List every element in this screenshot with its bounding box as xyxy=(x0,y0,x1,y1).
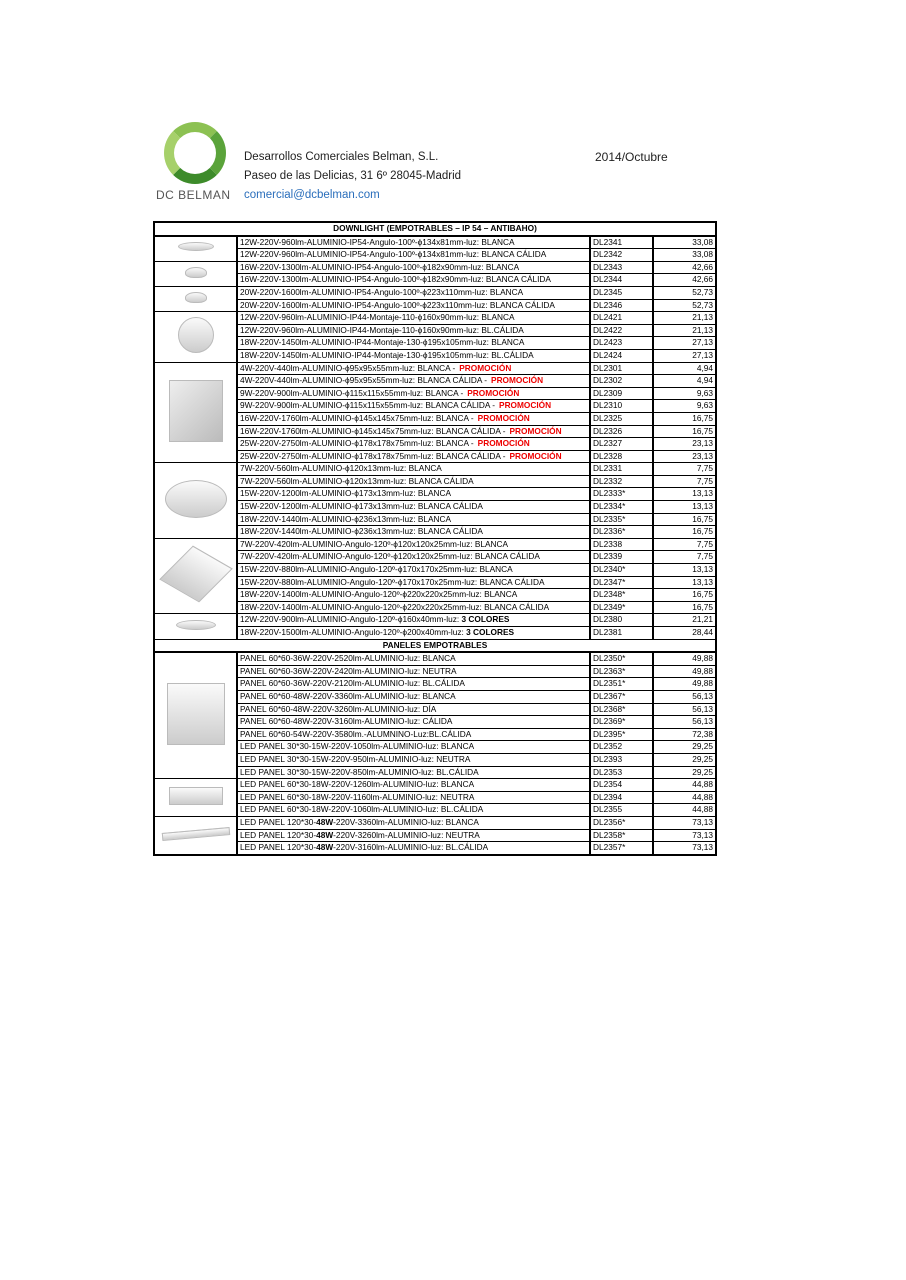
product-price: 56,13 xyxy=(653,703,716,716)
table-row xyxy=(154,627,716,640)
table-row xyxy=(154,526,716,539)
product-code: DL2351* xyxy=(590,678,653,691)
description-text: 9W-220V-900lm-ALUMINIO-ϕ115x115x55mm-luz: BLANCA - xyxy=(240,387,464,398)
table-row xyxy=(154,236,716,249)
table-row xyxy=(154,601,716,614)
product-code: DL2394 xyxy=(590,791,653,804)
product-description xyxy=(237,475,590,488)
product-code: DL2367* xyxy=(590,690,653,703)
product-code: DL2333* xyxy=(590,488,653,501)
description-bold: 48W xyxy=(316,816,334,827)
logo-brand: DC BELMAN xyxy=(156,188,231,202)
table-row xyxy=(154,387,716,400)
product-image-cell xyxy=(154,614,237,639)
product-description xyxy=(237,791,590,804)
product-price: 29,25 xyxy=(653,753,716,766)
table-row xyxy=(154,829,716,842)
description-text: LED PANEL 120*30- xyxy=(240,829,317,840)
product-price: 13,13 xyxy=(653,564,716,577)
rect-led-panel-image xyxy=(169,787,223,805)
product-price: 4,94 xyxy=(653,362,716,375)
product-code: DL2346 xyxy=(590,299,653,312)
product-description xyxy=(237,766,590,779)
section-title: DOWNLIGHT (EMPOTRABLES – IP 54 – ANTIBAHO) xyxy=(154,222,716,236)
table-row xyxy=(154,412,716,425)
product-description xyxy=(237,816,590,829)
product-description xyxy=(237,829,590,842)
table-row xyxy=(154,513,716,526)
description-text: 18W-220V-1400lm-ALUMINIO-Angulo-120º-ϕ220x220x25mm-luz: BLANCA xyxy=(240,589,518,600)
product-price: 16,75 xyxy=(653,513,716,526)
table-row xyxy=(154,349,716,362)
product-description xyxy=(237,324,590,337)
table-row xyxy=(154,463,716,476)
description-suffix: -220V-3160lm-ALUMINIO-luz: BL.CÁLIDA xyxy=(333,842,489,853)
product-price: 72,38 xyxy=(653,728,716,741)
product-price: 13,13 xyxy=(653,488,716,501)
description-text: 25W-220V-2750lm-ALUMINIO-ϕ178x178x75mm-luz: BLANCA CÁLIDA - xyxy=(240,450,506,461)
product-image-cell xyxy=(154,236,237,262)
section-header-row xyxy=(154,639,716,652)
company-logo xyxy=(156,120,236,206)
round-panel-image xyxy=(165,480,227,518)
product-code: DL2335* xyxy=(590,513,653,526)
recycle-arrows-icon xyxy=(164,122,226,184)
square-panel-image xyxy=(159,546,233,603)
section-title: PANELES EMPOTRABLES xyxy=(154,639,716,652)
description-bold: 3 COLORES xyxy=(466,627,515,637)
product-description xyxy=(237,690,590,703)
description-text: 7W-220V-420lm-ALUMINIO-Angulo-120º-ϕ120x120x25mm-luz: BLANCA xyxy=(240,538,509,549)
description-text: LED PANEL 120*30- xyxy=(240,816,317,827)
description-text: 12W-220V-960lm-ALUMINIO-IP44-Montaje-110-ϕ160x90mm-luz: BL.CÁLIDA xyxy=(240,324,524,335)
promo-label: PROMOCIÓN xyxy=(499,400,552,411)
product-description xyxy=(237,425,590,438)
product-description xyxy=(237,804,590,817)
product-image-cell xyxy=(154,286,237,311)
product-description xyxy=(237,312,590,325)
table-row xyxy=(154,779,716,792)
product-price: 16,75 xyxy=(653,425,716,438)
table-row xyxy=(154,665,716,678)
description-text: 7W-220V-560lm-ALUMINIO-ϕ120x13mm-luz: BLANCA xyxy=(240,463,442,474)
product-code: DL2363* xyxy=(590,665,653,678)
description-text: PANEL 60*60-48W-220V-3160lm-ALUMINIO-luz: CÁLIDA xyxy=(240,716,453,727)
product-description xyxy=(237,741,590,754)
description-suffix: -220V-3360lm-ALUMINIO-luz: BLANCA xyxy=(333,816,479,827)
product-price: 33,08 xyxy=(653,236,716,249)
table-row xyxy=(154,324,716,337)
product-description xyxy=(237,286,590,299)
product-description xyxy=(237,526,590,539)
description-text: 7W-220V-420lm-ALUMINIO-Angulo-120º-ϕ120x120x25mm-luz: BLANCA CÁLIDA xyxy=(240,551,540,562)
product-price: 73,13 xyxy=(653,816,716,829)
product-code: DL2421 xyxy=(590,312,653,325)
table-row xyxy=(154,716,716,729)
description-text: PANEL 60*60-48W-220V-3260lm-ALUMINIO-luz: DÍA xyxy=(240,703,437,714)
product-price: 29,25 xyxy=(653,741,716,754)
promo-label: PROMOCIÓN xyxy=(477,438,530,449)
description-bold: 3 COLORES xyxy=(461,614,510,625)
product-image-cell xyxy=(154,312,237,362)
table-row xyxy=(154,375,716,388)
product-code: DL2345 xyxy=(590,286,653,299)
product-description xyxy=(237,249,590,262)
product-image-cell xyxy=(154,779,237,817)
product-code: DL2423 xyxy=(590,337,653,350)
product-price: 13,13 xyxy=(653,576,716,589)
product-code: DL2358* xyxy=(590,829,653,842)
description-text: 12W-220V-900lm-ALUMINIO-Angulo-120º-ϕ160x40mm-luz: xyxy=(240,614,460,625)
description-text: 16W-220V-1760lm-ALUMINIO-ϕ145x145x75mm-luz: BLANCA CÁLIDA - xyxy=(240,425,506,436)
table-row xyxy=(154,816,716,829)
table-row xyxy=(154,425,716,438)
round-downlight-image xyxy=(178,242,214,251)
product-code: DL2344 xyxy=(590,274,653,287)
description-text: 18W-220V-1450lm-ALUMINIO-IP44-Montaje-130-ϕ195x105mm-luz: BLANCA xyxy=(240,337,525,348)
table-row xyxy=(154,741,716,754)
table-row xyxy=(154,842,716,855)
product-description xyxy=(237,438,590,451)
table-row xyxy=(154,299,716,312)
table-row xyxy=(154,766,716,779)
promo-label: PROMOCIÓN xyxy=(509,425,562,436)
product-image-cell xyxy=(154,816,237,854)
product-code: DL2339 xyxy=(590,551,653,564)
product-code: DL2349* xyxy=(590,601,653,614)
product-price: 42,66 xyxy=(653,261,716,274)
long-led-panel-image xyxy=(161,827,229,841)
product-price: 16,75 xyxy=(653,601,716,614)
product-description xyxy=(237,842,590,855)
table-row xyxy=(154,450,716,463)
table-row xyxy=(154,261,716,274)
table-row xyxy=(154,312,716,325)
product-code: DL2301 xyxy=(590,362,653,375)
product-description xyxy=(237,375,590,388)
table-row xyxy=(154,791,716,804)
product-code: DL2348* xyxy=(590,589,653,602)
product-price: 73,13 xyxy=(653,829,716,842)
company-email[interactable]: comercial@dcbelman.com xyxy=(244,189,380,201)
company-name: Desarrollos Comerciales Belman, S.L. xyxy=(244,151,439,163)
product-price: 21,13 xyxy=(653,312,716,325)
promo-label: PROMOCIÓN xyxy=(467,387,520,398)
promo-label: PROMOCIÓN xyxy=(477,412,530,423)
product-price: 56,13 xyxy=(653,716,716,729)
description-text: 12W-220V-960lm-ALUMINIO-IP44-Montaje-110-ϕ160x90mm-luz: BLANCA xyxy=(240,312,515,323)
product-description xyxy=(237,601,590,614)
product-code: DL2357* xyxy=(590,842,653,855)
product-code: DL2343 xyxy=(590,261,653,274)
promo-label: PROMOCIÓN xyxy=(509,450,562,461)
description-text: 12W-220V-960lm-ALUMINIO-IP54-Angulo-100º-ϕ134x81mm-luz: BLANCA xyxy=(240,236,515,247)
product-code: DL2302 xyxy=(590,375,653,388)
price-table xyxy=(153,221,717,856)
angled-downlight-image xyxy=(185,292,207,303)
product-description xyxy=(237,387,590,400)
promo-label: PROMOCIÓN xyxy=(491,375,544,386)
product-description xyxy=(237,589,590,602)
product-description xyxy=(237,450,590,463)
product-code: DL2310 xyxy=(590,400,653,413)
description-text: 16W-220V-1300lm-ALUMINIO-IP54-Angulo-100º-ϕ182x90mm-luz: BLANCA xyxy=(240,261,520,272)
product-code: DL2340* xyxy=(590,564,653,577)
product-price: 56,13 xyxy=(653,690,716,703)
product-description xyxy=(237,412,590,425)
product-code: DL2331 xyxy=(590,463,653,476)
product-price: 52,73 xyxy=(653,299,716,312)
product-image-cell xyxy=(154,362,237,463)
description-text: 18W-220V-1500lm-ALUMINIO-Angulo-120º-ϕ200x40mm-luz: xyxy=(240,627,464,637)
product-price: 42,66 xyxy=(653,274,716,287)
product-description xyxy=(237,274,590,287)
product-price: 16,75 xyxy=(653,412,716,425)
product-price: 7,75 xyxy=(653,538,716,551)
product-image-cell xyxy=(154,538,237,614)
product-code: DL2393 xyxy=(590,753,653,766)
product-code: DL2355 xyxy=(590,804,653,817)
table-row xyxy=(154,501,716,514)
product-code: DL2336* xyxy=(590,526,653,539)
table-row xyxy=(154,337,716,350)
description-text: 12W-220V-960lm-ALUMINIO-IP54-Angulo-100º-ϕ134x81mm-luz: BLANCA CÁLIDA xyxy=(240,249,547,260)
product-price: 29,25 xyxy=(653,766,716,779)
table-row xyxy=(154,475,716,488)
table-row xyxy=(154,678,716,691)
description-text: LED PANEL 60*30-18W-220V-1160lm-ALUMINIO-luz: NEUTRA xyxy=(240,791,475,802)
product-price: 23,13 xyxy=(653,450,716,463)
product-code: DL2354 xyxy=(590,779,653,792)
company-address: Paseo de las Delicias, 31 6º 28045-Madrid xyxy=(244,170,462,182)
description-text: 9W-220V-900lm-ALUMINIO-ϕ115x115x55mm-luz: BLANCA CÁLIDA - xyxy=(240,400,496,411)
description-text: 7W-220V-560lm-ALUMINIO-ϕ120x13mm-luz: BLANCA CÁLIDA xyxy=(240,475,474,486)
product-image-cell xyxy=(154,463,237,539)
table-row xyxy=(154,614,716,627)
product-price: 21,13 xyxy=(653,324,716,337)
product-price: 13,13 xyxy=(653,501,716,514)
product-price: 27,13 xyxy=(653,337,716,350)
product-price: 44,88 xyxy=(653,804,716,817)
description-text: PANEL 60*60-36W-220V-2120lm-ALUMINIO-luz: BL.CÁLIDA xyxy=(240,678,465,689)
description-text: PANEL 60*60-54W-220V-3580lm.-ALUMNINO-Luz:BL.CÁLIDA xyxy=(240,728,472,739)
description-text: 20W-220V-1600lm-ALUMINIO-IP54-Angulo-100º-ϕ223x110mm-luz: BLANCA xyxy=(240,286,524,297)
description-text: LED PANEL 30*30-15W-220V-850lm-ALUMINIO-luz: BL.CÁLIDA xyxy=(240,766,479,777)
product-price: 9,63 xyxy=(653,400,716,413)
product-code: DL2309 xyxy=(590,387,653,400)
table-row xyxy=(154,589,716,602)
product-price: 21,21 xyxy=(653,614,716,627)
table-row xyxy=(154,690,716,703)
table-row xyxy=(154,728,716,741)
table-row xyxy=(154,576,716,589)
product-description xyxy=(237,665,590,678)
company-info xyxy=(244,148,461,205)
product-code: DL2352 xyxy=(590,741,653,754)
description-text: 4W-220V-440lm-ALUMINIO-ϕ95x95x55mm-luz: BLANCA - xyxy=(240,362,456,373)
description-text: 20W-220V-1600lm-ALUMINIO-IP54-Angulo-100º-ϕ223x110mm-luz: BLANCA CÁLIDA xyxy=(240,299,555,310)
product-code: DL2395* xyxy=(590,728,653,741)
product-description xyxy=(237,261,590,274)
table-row xyxy=(154,438,716,451)
product-price: 16,75 xyxy=(653,526,716,539)
table-row xyxy=(154,249,716,262)
square-led-panel-image xyxy=(167,683,225,745)
description-bold: 48W xyxy=(316,842,334,853)
product-code: DL2327 xyxy=(590,438,653,451)
promo-label: PROMOCIÓN xyxy=(459,362,512,373)
product-description xyxy=(237,576,590,589)
square-multi-led-image xyxy=(169,380,223,442)
product-price: 73,13 xyxy=(653,842,716,855)
product-code: DL2338 xyxy=(590,538,653,551)
table-row xyxy=(154,400,716,413)
product-description xyxy=(237,551,590,564)
product-code: DL2369* xyxy=(590,716,653,729)
product-code: DL2353 xyxy=(590,766,653,779)
table-row xyxy=(154,362,716,375)
product-description xyxy=(237,779,590,792)
product-code: DL2328 xyxy=(590,450,653,463)
description-text: 4W-220V-440lm-ALUMINIO-ϕ95x95x55mm-luz: BLANCA CÁLIDA - xyxy=(240,375,488,386)
product-price: 16,75 xyxy=(653,589,716,602)
product-code: DL2422 xyxy=(590,324,653,337)
product-image-cell xyxy=(154,261,237,286)
product-price: 44,88 xyxy=(653,779,716,792)
product-description xyxy=(237,678,590,691)
description-suffix: -220V-3260lm-ALUMINIO-luz: NEUTRA xyxy=(333,829,480,840)
description-text: 18W-220V-1400lm-ALUMINIO-Angulo-120º-ϕ220x220x25mm-luz: BLANCA CÁLIDA xyxy=(240,601,550,612)
description-text: LED PANEL 30*30-15W-220V-950lm-ALUMINIO-luz: NEUTRA xyxy=(240,753,471,764)
table-row xyxy=(154,286,716,299)
product-description xyxy=(237,501,590,514)
description-text: 18W-220V-1450lm-ALUMINIO-IP44-Montaje-130-ϕ195x105mm-luz: BL.CÁLIDA xyxy=(240,349,534,360)
description-text: PANEL 60*60-36W-220V-2420lm-ALUMINIO-luz: NEUTRA xyxy=(240,665,457,676)
product-description xyxy=(237,564,590,577)
product-description xyxy=(237,703,590,716)
table-row xyxy=(154,753,716,766)
product-code: DL2341 xyxy=(590,236,653,249)
product-price: 4,94 xyxy=(653,375,716,388)
product-code: DL2380 xyxy=(590,614,653,627)
product-price: 27,13 xyxy=(653,349,716,362)
product-description xyxy=(237,349,590,362)
section-header-row xyxy=(154,222,716,236)
product-code: DL2325 xyxy=(590,412,653,425)
table-row xyxy=(154,488,716,501)
product-price: 44,88 xyxy=(653,791,716,804)
product-code: DL2424 xyxy=(590,349,653,362)
description-text: 18W-220V-1440lm-ALUMINIO-ϕ236x13mm-luz: BLANCA xyxy=(240,513,452,524)
table-row xyxy=(154,274,716,287)
description-bold: 48W xyxy=(316,829,334,840)
product-code: DL2342 xyxy=(590,249,653,262)
product-price: 23,13 xyxy=(653,438,716,451)
description-text: 16W-220V-1300lm-ALUMINIO-IP54-Angulo-100º-ϕ182x90mm-luz: BLANCA CÁLIDA xyxy=(240,274,551,285)
product-price: 7,75 xyxy=(653,551,716,564)
product-description xyxy=(237,400,590,413)
description-text: 18W-220V-1440lm-ALUMINIO-ϕ236x13mm-luz: BLANCA CÁLIDA xyxy=(240,526,483,537)
description-text: LED PANEL 60*30-18W-220V-1260lm-ALUMINIO-luz: BLANCA xyxy=(240,779,475,790)
product-code: DL2334* xyxy=(590,501,653,514)
description-text: LED PANEL 60*30-18W-220V-1060lm-ALUMINIO-luz: BL.CÁLIDA xyxy=(240,804,484,815)
product-code: DL2356* xyxy=(590,816,653,829)
price-list-date: 2014/Octubre xyxy=(595,150,668,164)
angled-downlight-image xyxy=(185,267,207,278)
product-description xyxy=(237,513,590,526)
description-text: 15W-220V-880lm-ALUMINIO-Angulo-120º-ϕ170x170x25mm-luz: BLANCA CÁLIDA xyxy=(240,576,545,587)
product-description xyxy=(237,488,590,501)
product-price: 9,63 xyxy=(653,387,716,400)
product-description xyxy=(237,463,590,476)
product-price: 49,88 xyxy=(653,652,716,665)
description-text: 15W-220V-1200lm-ALUMINIO-ϕ173x13mm-luz: BLANCA CÁLIDA xyxy=(240,501,483,512)
product-price: 49,88 xyxy=(653,678,716,691)
product-image-cell xyxy=(154,652,237,778)
product-description xyxy=(237,627,590,640)
product-description xyxy=(237,614,590,627)
product-price: 49,88 xyxy=(653,665,716,678)
table-row xyxy=(154,804,716,817)
description-text: 15W-220V-1200lm-ALUMINIO-ϕ173x13mm-luz: BLANCA xyxy=(240,488,452,499)
description-text: 16W-220V-1760lm-ALUMINIO-ϕ145x145x75mm-luz: BLANCA - xyxy=(240,412,474,423)
product-description xyxy=(237,236,590,249)
product-description xyxy=(237,728,590,741)
table-row xyxy=(154,551,716,564)
product-code: DL2332 xyxy=(590,475,653,488)
product-code: DL2381 xyxy=(590,627,653,640)
table-row xyxy=(154,703,716,716)
product-code: DL2368* xyxy=(590,703,653,716)
product-price: 7,75 xyxy=(653,463,716,476)
product-price: 33,08 xyxy=(653,249,716,262)
product-description xyxy=(237,299,590,312)
product-description xyxy=(237,753,590,766)
slim-round-downlight-image xyxy=(176,620,216,630)
product-code: DL2350* xyxy=(590,652,653,665)
round-led-downlight-image xyxy=(178,317,214,353)
description-text: LED PANEL 120*30- xyxy=(240,842,317,853)
description-text: 15W-220V-880lm-ALUMINIO-Angulo-120º-ϕ170x170x25mm-luz: BLANCA xyxy=(240,564,513,575)
product-price: 7,75 xyxy=(653,475,716,488)
product-description xyxy=(237,538,590,551)
table-row xyxy=(154,538,716,551)
product-description xyxy=(237,652,590,665)
table-row xyxy=(154,652,716,665)
table-row xyxy=(154,564,716,577)
product-description xyxy=(237,362,590,375)
description-text: PANEL 60*60-36W-220V-2520lm-ALUMINIO-luz: BLANCA xyxy=(240,653,456,664)
description-text: PANEL 60*60-48W-220V-3360lm-ALUMINIO-luz: BLANCA xyxy=(240,690,456,701)
product-description xyxy=(237,337,590,350)
product-description xyxy=(237,716,590,729)
description-text: 25W-220V-2750lm-ALUMINIO-ϕ178x178x75mm-luz: BLANCA - xyxy=(240,438,474,449)
description-text: LED PANEL 30*30-15W-220V-1050lm-ALUMINIO-luz: BLANCA xyxy=(240,741,475,752)
product-price: 28,44 xyxy=(653,627,716,640)
product-price: 52,73 xyxy=(653,286,716,299)
product-code: DL2347* xyxy=(590,576,653,589)
product-code: DL2326 xyxy=(590,425,653,438)
